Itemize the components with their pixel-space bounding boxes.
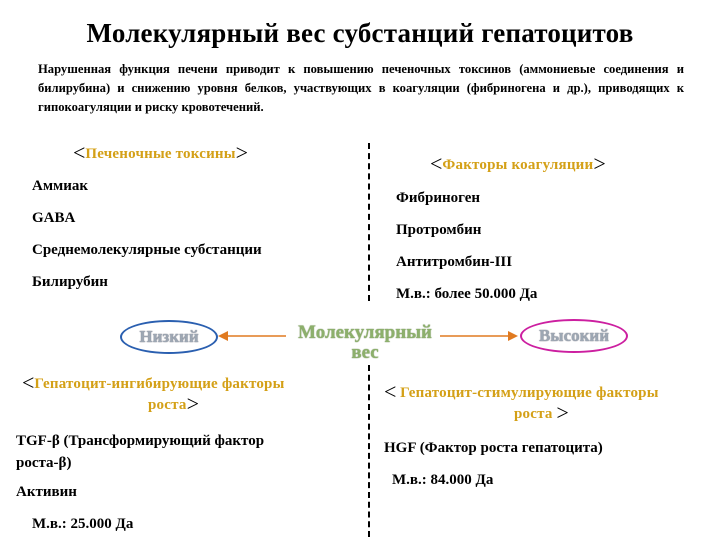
molecular-weight-line1: Молекулярный (298, 322, 432, 343)
stimulating-factors-heading: < Гепатоцит-стимулирующие факторы роста > (384, 379, 659, 425)
inhibiting-mw: М.в.: 25.000 Да (32, 516, 134, 532)
low-label: Низкий (120, 320, 218, 354)
slide-title: Молекулярный вес субстанций гепатоцитов (86, 18, 634, 48)
toxin-item: Билирубин (32, 274, 108, 290)
arrow-right-icon (438, 329, 518, 343)
toxin-item: GABA (32, 210, 76, 226)
coagulation-item: Протромбин (396, 222, 482, 238)
stimulating-item-hgf: HGF (Фактор роста гепатоцита) (384, 440, 603, 456)
toxin-item: Аммиак (32, 178, 89, 194)
toxin-item: Среднемолекулярные субстанции (32, 242, 262, 258)
inhibiting-factors-heading: <Гепатоцит-ингибирующие факторы роста> (22, 370, 285, 416)
arrow-left-icon (218, 329, 288, 343)
coagulation-item: Антитромбин-III (396, 254, 513, 270)
coagulation-item: Фибриноген (396, 190, 481, 206)
divider-bottom (368, 365, 370, 537)
coagulation-mw: М.в.: более 50.000 Да (396, 286, 538, 302)
liver-toxins-heading: <Печеночные токсины> (73, 140, 249, 165)
inhibiting-item-tgf: TGF-β (Трансформирующий фактор роста-β) (16, 433, 265, 471)
divider-top (368, 143, 370, 301)
high-label: Высокий (520, 319, 628, 353)
molecular-weight-line2: вес (351, 342, 379, 363)
inhibiting-item-activin: Активин (16, 484, 77, 500)
coagulation-factors-heading: <Факторы коагуляции> (430, 151, 606, 176)
stimulating-mw: М.в.: 84.000 Да (392, 472, 494, 488)
molecular-weight-label (290, 323, 440, 363)
intro-text: Нарушенная функция печени приводит к повышению печеночных токсинов (аммониевые соединения и билирубина) и снижению уровня белков, участвующих в коагуляции (фибриногена и др.), приводящих к гипокоагуляции и риску кровотечений. (38, 62, 684, 114)
